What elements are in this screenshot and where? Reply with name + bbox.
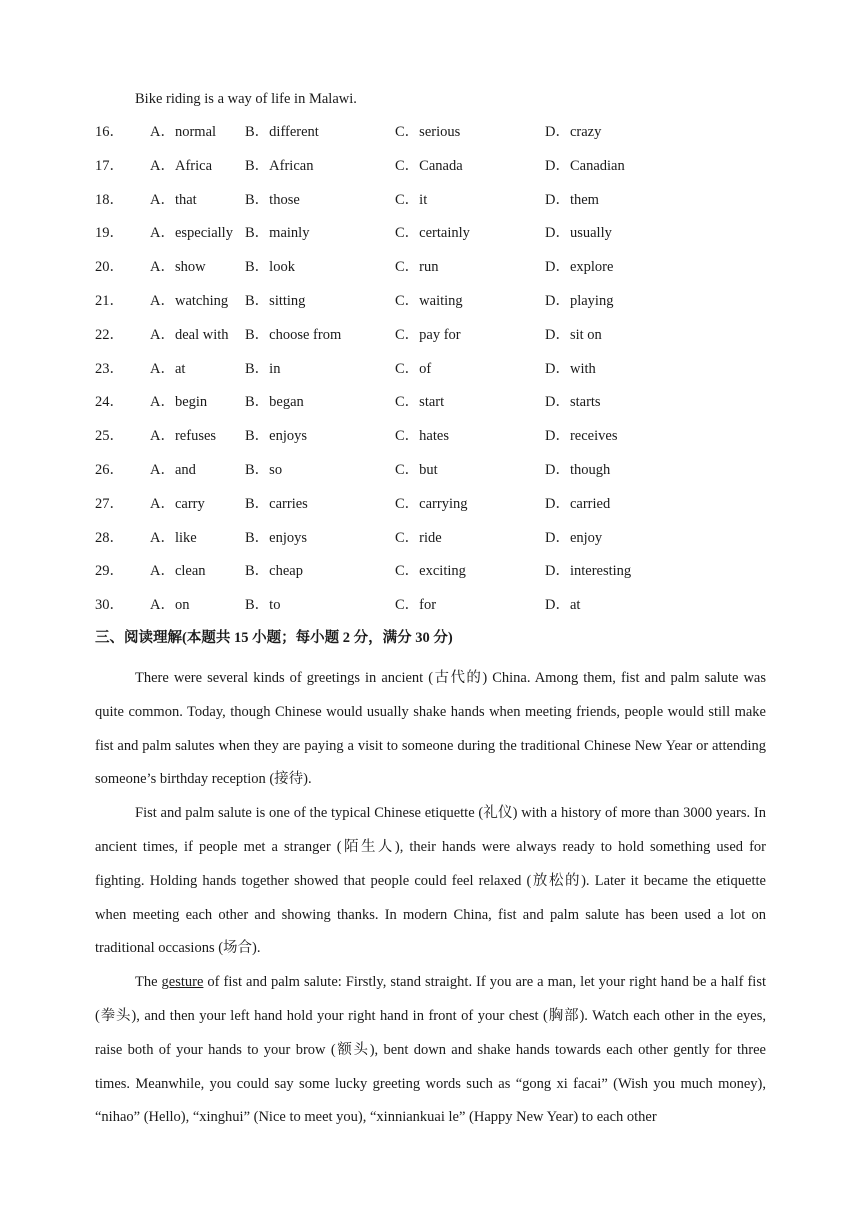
question-number: 18． [95, 191, 124, 208]
paragraph-2: Fist and palm salute is one of the typical Chinese etiquette (礼仪) with a history of more than 3000 years. In ancient times, if people met a stranger (陌生人), their hands were always ready to hold something used for fighting. Holding hands together showed that people could feel relaxed (放松的). Later it became the etiquette when meeting each other and showing thanks. In modern China, fist and palm salute has been used a lot on traditional occasions (场合). [95, 805, 766, 957]
question-row [95, 460, 775, 494]
option-a: A．normal [150, 124, 217, 140]
question-row [95, 426, 775, 460]
option-a: A．like [150, 529, 197, 546]
option-b: B．to [245, 597, 281, 614]
question-number: 23． [95, 360, 124, 377]
option-b: B．mainly [245, 225, 310, 242]
question-row [95, 291, 775, 325]
option-d: D．though [545, 461, 611, 478]
option-a: A．and [150, 461, 196, 478]
question-number: 22． [95, 326, 124, 343]
option-b: B．carries [245, 495, 308, 512]
option-a: A．watching [150, 292, 229, 309]
paragraph-1: There were several kinds of greetings in ancient (古代的) China. Among them, fist and palm salute was quite common. Today, though Chinese would usually shake hands when meeting friends, people would still make fist and palm salutes when they are paying a visit to someone during the traditional Chinese New Year or attending someone’s birthday reception (接待). [95, 670, 766, 788]
question-number: 29． [95, 563, 124, 580]
option-b: B．those [245, 191, 300, 208]
option-c: C．for [395, 597, 437, 614]
option-c: C．carrying [395, 495, 468, 512]
question-row [95, 528, 775, 562]
question-number: 28． [95, 529, 124, 546]
question-number: 24． [95, 394, 124, 411]
cloze-options-list [95, 122, 775, 629]
question-row [95, 223, 775, 257]
question-row [95, 595, 775, 629]
question-number: 27． [95, 495, 124, 512]
option-b: B．look [245, 259, 295, 276]
option-b: B．cheap [245, 563, 303, 580]
question-number: 16． [95, 124, 124, 140]
question-number: 30． [95, 597, 124, 614]
option-c: C．serious [395, 124, 461, 140]
option-b: B．choose from [245, 326, 342, 343]
option-d: D．starts [545, 394, 601, 411]
option-d: D．them [545, 191, 599, 208]
option-d: D．crazy [545, 124, 602, 140]
question-row [95, 190, 775, 224]
option-b: B．so [245, 461, 283, 478]
option-c: C．ride [395, 529, 442, 546]
option-c: C．but [395, 461, 438, 478]
option-d: D．usually [545, 225, 612, 242]
option-b: B．sitting [245, 292, 306, 309]
option-c: C．run [395, 259, 439, 276]
option-d: D．sit on [545, 326, 602, 343]
option-a: A．that [150, 191, 197, 208]
option-d: D．receives [545, 428, 618, 445]
question-number: 25． [95, 428, 124, 445]
option-d: D．enjoy [545, 529, 603, 546]
option-a: A．show [150, 259, 206, 276]
question-row [95, 392, 775, 426]
option-a: A．begin [150, 394, 208, 411]
question-row [95, 257, 775, 291]
option-c: C．Canada [395, 157, 463, 174]
option-c: C．it [395, 191, 428, 208]
option-a: A．Africa [150, 157, 213, 174]
reading-passage [95, 662, 766, 1135]
option-a: A．carry [150, 495, 205, 512]
option-c: C．of [395, 360, 432, 377]
option-a: A．on [150, 597, 190, 614]
question-number: 19． [95, 225, 124, 242]
option-b: B．African [245, 157, 314, 174]
option-b: B．began [245, 394, 304, 411]
option-a: A．clean [150, 563, 206, 580]
option-d: D．playing [545, 292, 614, 309]
option-d: D．with [545, 360, 596, 377]
option-c: C．start [395, 394, 445, 411]
option-b: B．different [245, 124, 319, 140]
option-d: D．interesting [545, 563, 632, 580]
question-number: 21． [95, 292, 124, 309]
question-row [95, 122, 775, 156]
question-number: 17． [95, 157, 124, 174]
option-a: A．deal with [150, 326, 229, 343]
question-row [95, 156, 775, 190]
section-title: 三、阅读理解(本题共 15 小题；每小题 2 分，满分 30 分) [95, 630, 453, 646]
option-d: D．Canadian [545, 157, 625, 174]
question-row [95, 359, 775, 393]
option-c: C．certainly [395, 225, 470, 242]
question-number: 26． [95, 461, 124, 478]
question-row [95, 561, 775, 595]
option-d: D．at [545, 597, 581, 614]
passage-closing-line: Bike riding is a way of life in Malawi. [135, 91, 357, 107]
option-c: C．exciting [395, 563, 466, 580]
option-b: B．enjoys [245, 529, 308, 546]
option-a: A．at [150, 360, 186, 377]
option-c: C．pay for [395, 326, 461, 343]
paragraph-3-start: The [135, 974, 162, 991]
question-row [95, 494, 775, 528]
option-a: A．especially [150, 225, 233, 242]
question-number: 20． [95, 259, 124, 276]
option-c: C．hates [395, 428, 449, 445]
option-d: D．explore [545, 259, 614, 276]
option-b: B．enjoys [245, 428, 308, 445]
option-c: C．waiting [395, 292, 463, 309]
question-row [95, 325, 775, 359]
option-a: A．refuses [150, 428, 217, 445]
underlined-word: gesture [161, 974, 204, 991]
paragraph-3 [95, 966, 766, 1135]
paragraph-3-rest: of fist and palm salute: Firstly, stand straight. If you are a man, let your right hand be a half fist (拳头), and then your left hand hold your right hand in front of your chest (胸部). Watch each other in the eyes, raise both of your hands to your brow (额头), bent down and shake hands towards each other gently for three times. Meanwhile, you could say some lucky greeting words such as “gong xi facai” (Wish you much money), “nihao” (Hello), “xinghui” (Nice to meet you), “xinniankuai le” (Happy New Year) to each other [95, 974, 766, 1126]
option-b: B．in [245, 360, 281, 377]
option-d: D．carried [545, 495, 611, 512]
